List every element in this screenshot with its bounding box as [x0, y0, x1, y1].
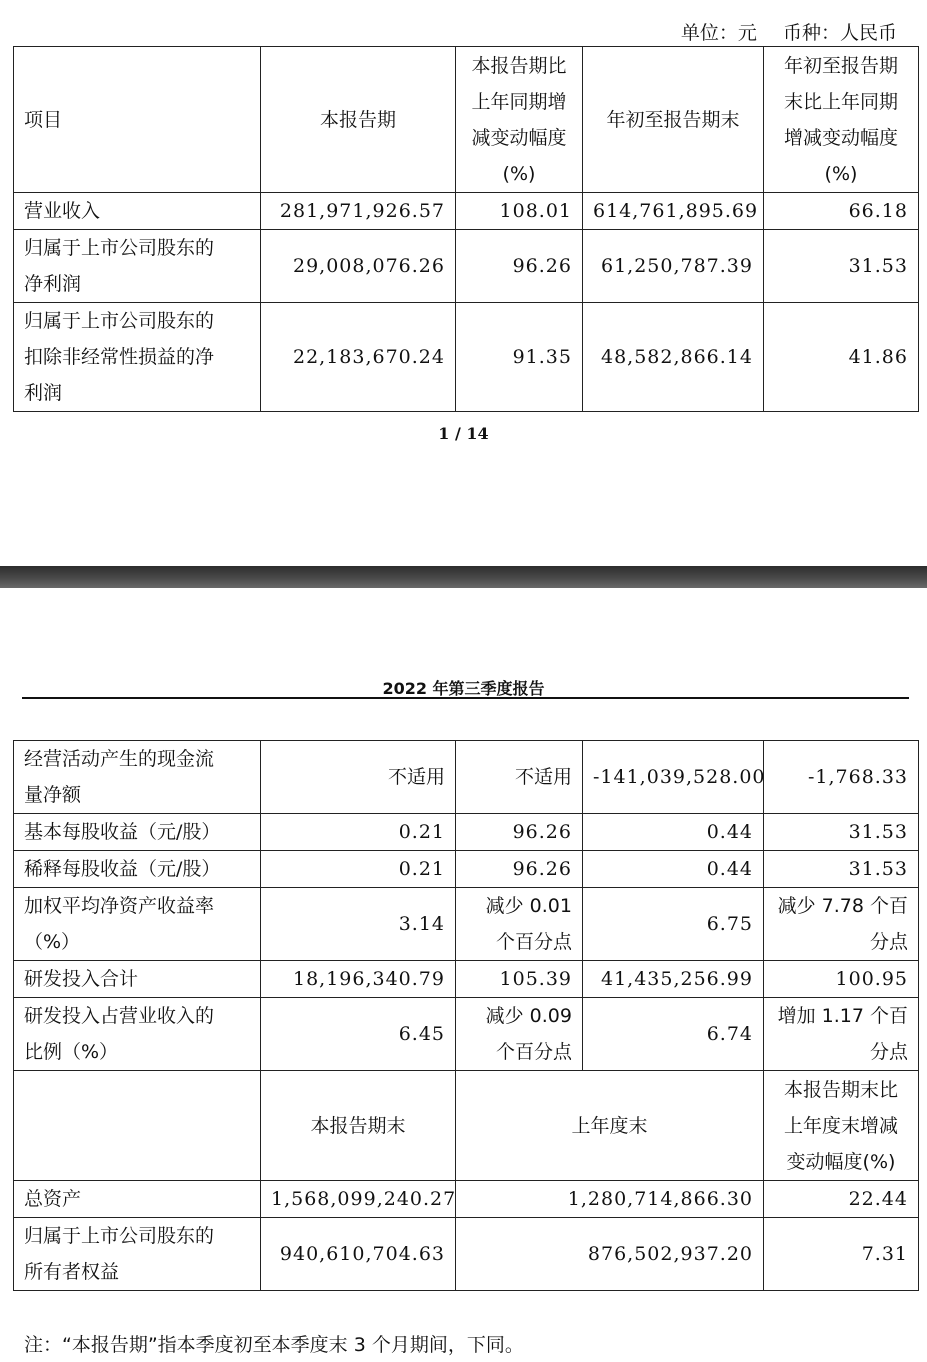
header-line: 年初至报告期 [783, 54, 898, 77]
table-row [14, 741, 919, 814]
row-label [14, 888, 261, 961]
cell-line: 不适用 [514, 766, 572, 788]
header-ytd-change [764, 47, 919, 193]
cell-ytd-change: 31.53 [764, 230, 919, 303]
table-row [14, 961, 919, 998]
table-row [14, 230, 919, 303]
cell-balance-change: 7.31 [764, 1218, 919, 1291]
cell-ytd [583, 814, 764, 851]
cell-line: 0.21 [398, 821, 445, 843]
page-divider [0, 566, 927, 588]
header-prior-year-end: 上年度末 [456, 1071, 764, 1181]
cell-current: 281,971,926.57 [261, 193, 456, 230]
table-row [14, 193, 919, 230]
cell-line: 0.44 [706, 858, 753, 880]
cell-current [261, 741, 456, 814]
cell-line: 96.26 [512, 821, 572, 843]
cell-current-change: 108.01 [456, 193, 583, 230]
table-row [14, 303, 919, 412]
table-row [14, 851, 919, 888]
label-line: 经营活动产生的现金流 [24, 748, 215, 770]
header-period-end: 本报告期末 [261, 1071, 456, 1181]
report-title: 2022 年第三季度报告 [382, 679, 545, 698]
table-row [14, 888, 919, 961]
cell-current [261, 888, 456, 961]
cell-line: 41,435,256.99 [600, 968, 753, 990]
cell-ytd: 61,250,787.39 [583, 230, 764, 303]
cell-line: 0.44 [706, 821, 753, 843]
cell-ytd-change [764, 814, 919, 851]
label-line: 量净额 [24, 784, 82, 806]
row-label [14, 1218, 261, 1291]
label-line: 研发投入占营业收入的 [24, 1005, 215, 1027]
label-line: 归属于上市公司股东的 [24, 310, 215, 332]
balance-header-row [14, 1071, 919, 1181]
row-label [14, 961, 261, 998]
cell-current-change [456, 998, 583, 1071]
cell-line: 不适用 [387, 766, 445, 788]
financial-table-1 [13, 46, 919, 412]
header-line: (%) [502, 162, 536, 185]
cell-ytd: 48,582,866.14 [583, 303, 764, 412]
header-balance-change [764, 1071, 919, 1181]
label-line: 净利润 [24, 273, 82, 295]
cell-current-change [456, 961, 583, 998]
header-item: 项目 [14, 47, 261, 193]
header-line: 增减变动幅度 [783, 126, 898, 149]
cell-period-end: 940,610,704.63 [261, 1218, 456, 1291]
cell-line: 分点 [869, 931, 908, 953]
cell-line: 100.95 [835, 968, 908, 990]
cell-ytd [583, 888, 764, 961]
cell-line: 96.26 [512, 858, 572, 880]
label-line: 营业收入 [24, 200, 101, 222]
label-line: 归属于上市公司股东的 [24, 237, 215, 259]
cell-current-change [456, 851, 583, 888]
currency-label: 币种：人民币 [782, 22, 897, 44]
row-label [14, 303, 261, 412]
cell-ytd-change [764, 851, 919, 888]
unit-line [661, 18, 897, 45]
table-row [14, 1181, 919, 1218]
header-line: 本报告期比 [471, 54, 567, 77]
cell-line: 105.39 [499, 968, 572, 990]
page-number: 1 / 14 [438, 424, 489, 443]
row-label [14, 851, 261, 888]
header-current [261, 47, 456, 193]
cell-ytd-change [764, 961, 919, 998]
cell-current: 22,183,670.24 [261, 303, 456, 412]
unit-label: 单位：元 [680, 22, 757, 44]
cell-current [261, 851, 456, 888]
cell-current-change [456, 888, 583, 961]
header-current-change [456, 47, 583, 193]
table-row [14, 1218, 919, 1291]
cell-line: 个百分点 [495, 1041, 572, 1063]
cell-ytd: 614,761,895.69 [583, 193, 764, 230]
row-label [14, 193, 261, 230]
cell-current-change: 91.35 [456, 303, 583, 412]
header-line: 末比上年同期 [783, 90, 898, 113]
cell-line: 31.53 [848, 821, 908, 843]
cell-ytd [583, 998, 764, 1071]
header-line: (%) [824, 162, 858, 185]
label-line: 扣除非经常性损益的净 [24, 346, 215, 368]
cell-current-change [456, 814, 583, 851]
cell-ytd-change [764, 998, 919, 1071]
cell-line: -1,768.33 [807, 766, 908, 788]
header-line: 本报告期末比 [783, 1078, 898, 1101]
cell-line: 减少 7.78 个百 [777, 895, 908, 917]
cell-line: 6.74 [706, 1023, 753, 1045]
row-label [14, 1181, 261, 1218]
cell-line: 31.53 [848, 858, 908, 880]
cell-ytd [583, 851, 764, 888]
balance-header-empty [14, 1071, 261, 1181]
cell-current-change: 96.26 [456, 230, 583, 303]
cell-line: 6.75 [706, 913, 753, 935]
header-line: 上年同期增 [471, 90, 567, 113]
cell-current: 29,008,076.26 [261, 230, 456, 303]
label-line: 利润 [24, 382, 63, 404]
cell-line: 减少 0.09 [485, 1005, 572, 1027]
cell-line: -141,039,528.00 [593, 766, 766, 788]
cell-line: 0.21 [398, 858, 445, 880]
row-label [14, 814, 261, 851]
cell-current-change [456, 741, 583, 814]
label-line: 归属于上市公司股东的 [24, 1225, 215, 1247]
cell-line: 3.14 [398, 913, 445, 935]
label-line: 总资产 [24, 1188, 82, 1210]
financial-table-2 [13, 740, 919, 1291]
cell-ytd-change: 41.86 [764, 303, 919, 412]
cell-line: 6.45 [398, 1023, 445, 1045]
label-line: （%） [24, 931, 81, 953]
cell-ytd-change: 66.18 [764, 193, 919, 230]
label-line: 基本每股收益（元/股） [24, 821, 221, 843]
row-label [14, 998, 261, 1071]
cell-balance-change: 22.44 [764, 1181, 919, 1218]
table1-header-row [14, 47, 919, 193]
cell-line: 分点 [869, 1041, 908, 1063]
table-row [14, 998, 919, 1071]
header-line: 年初至报告期末 [606, 108, 740, 131]
table-row [14, 814, 919, 851]
label-line: 比例（%） [24, 1041, 119, 1063]
title-rule [22, 697, 909, 699]
cell-ytd [583, 741, 764, 814]
header-ytd [583, 47, 764, 193]
cell-current [261, 998, 456, 1071]
cell-ytd [583, 961, 764, 998]
header-line: 减变动幅度 [471, 126, 567, 149]
label-line: 研发投入合计 [24, 968, 139, 990]
header-line: 变动幅度(%) [786, 1150, 896, 1173]
label-line: 稀释每股收益（元/股） [24, 858, 221, 880]
label-line: 所有者权益 [24, 1261, 120, 1283]
cell-ytd-change [764, 888, 919, 961]
cell-line: 18,196,340.79 [292, 968, 445, 990]
row-label [14, 741, 261, 814]
footnote: 注：“本报告期”指本季度初至本季度末 3 个月期间，下同。 [24, 1334, 524, 1356]
cell-line: 减少 0.01 [485, 895, 572, 917]
cell-prior-year-end: 876,502,937.20 [456, 1218, 764, 1291]
cell-current [261, 814, 456, 851]
label-line: 加权平均净资产收益率 [24, 895, 215, 917]
header-line: 本报告期 [319, 108, 396, 131]
cell-period-end: 1,568,099,240.27 [261, 1181, 456, 1218]
cell-prior-year-end: 1,280,714,866.30 [456, 1181, 764, 1218]
cell-line: 个百分点 [495, 931, 572, 953]
row-label [14, 230, 261, 303]
cell-current [261, 961, 456, 998]
header-line: 上年度末增减 [783, 1114, 898, 1137]
cell-line: 增加 1.17 个百 [777, 1005, 908, 1027]
cell-ytd-change [764, 741, 919, 814]
